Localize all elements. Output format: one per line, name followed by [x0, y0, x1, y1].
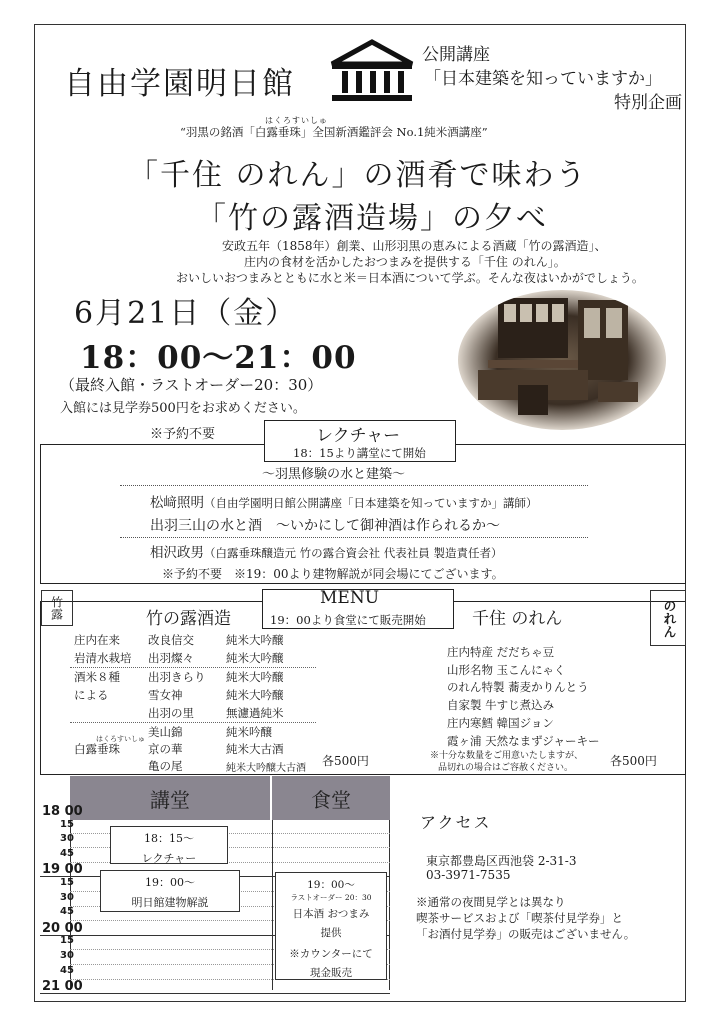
menu-heading: MENU: [320, 588, 380, 608]
speaker-2-role: （白露垂珠醸造元 竹の露合資会社 代表社員 製造責任者）: [204, 546, 503, 560]
brewery-stamp-text: 竹露: [49, 596, 64, 620]
sake-row-c: 純米大古酒: [226, 742, 284, 756]
food-item: 庄内寒鱈 韓国ジョン: [447, 716, 554, 730]
ruby-text: はくろすいしゅ: [96, 735, 145, 743]
food-price: 各500円: [610, 754, 657, 768]
intro-line: おいしいおつまみとともに水と米＝日本酒について学ぶ。そんな夜はいかがでしょう。: [176, 271, 644, 285]
timetable-gridline: [40, 993, 390, 994]
event-label: 現金販売: [310, 967, 352, 979]
food-note: ※十分な数量をご用意いたしますが、: [430, 751, 584, 761]
divider: [120, 537, 588, 538]
sake-row-b: 美山錦: [148, 725, 183, 739]
event-label: レクチャー: [141, 852, 197, 865]
timetable-quarter-tick: 45: [60, 964, 74, 976]
timetable-event-dining: [275, 872, 387, 980]
sake-row-a: による: [74, 688, 109, 702]
lecture-start-time: 18：15より講堂にて開始: [293, 446, 426, 460]
sake-row-c: 純米吟醸: [226, 725, 272, 739]
ruby-text: はくろすいしゅ: [265, 116, 328, 125]
timetable-quarter-tick: 45: [60, 847, 74, 859]
timetable-quarter-tick: 15: [60, 877, 74, 888]
sake-row-c: 純米大吟醸: [226, 633, 284, 647]
sake-row-c: 純米大吟醸: [226, 670, 284, 684]
timetable-header-hall-label: 講堂: [150, 787, 190, 812]
sake-row-b: 出羽の里: [148, 706, 194, 720]
food-item: 霞ヶ浦 天然なまずジャーキー: [447, 734, 600, 748]
shop-stamp: [650, 590, 686, 646]
timetable-hour-tick: 18 00: [42, 804, 83, 819]
admission-note: 入館には見学券500円をお求めください。: [60, 401, 306, 416]
speaker-1-role: （自由学園明日館公開講座「日本建築を知っていますか」講師）: [204, 496, 538, 510]
timetable-hour-tick: 19 00: [42, 862, 83, 878]
timetable-event-lecture: [110, 826, 228, 864]
lecture-topic-2: 出羽三山の水と酒 〜いかにして御神酒は作られるか〜: [150, 518, 500, 534]
event-time: 19：00〜: [145, 876, 195, 889]
speaker-2-name: 相沢政男: [150, 545, 204, 561]
series-label: 公開講座: [422, 45, 490, 65]
event-label: ※カウンターにて: [289, 948, 373, 960]
timetable-quarter-tick: 15: [60, 935, 74, 947]
intro-line: 安政五年（1858年）創業、山形羽黒の恵みによる酒蔵「竹の露酒造」、: [222, 239, 607, 253]
event-time: 18：00〜21：00: [80, 340, 357, 376]
sake-row-b: 出羽燦々: [148, 651, 194, 665]
interior-photo: [458, 290, 666, 430]
access-heading: アクセス: [420, 813, 492, 832]
sake-row-c: 純米大吟醸: [226, 651, 284, 665]
food-note: 品切れの場合はご容赦ください。: [438, 763, 574, 773]
event-date: 6月21日（金）: [74, 296, 298, 331]
phone-number: 03-3971-7535: [426, 868, 511, 882]
timetable-quarter-tick: 45: [60, 906, 74, 918]
access-notice: 「お酒付見学券」の販売はございません。: [416, 927, 636, 941]
access-notice: ※通常の夜間見学とは異なり: [416, 895, 566, 909]
speaker-1-name: 松﨑照明: [150, 495, 204, 511]
timetable-quarter-tick: 30: [60, 891, 74, 903]
shop-name: 千住 のれん: [472, 609, 563, 629]
brewery-stamp: [41, 590, 73, 626]
timetable-event-building-tour: [100, 870, 240, 912]
divider: [120, 485, 588, 486]
food-item: のれん特製 蕎麦かりんとう: [447, 680, 589, 694]
event-label: 日本酒 おつまみ: [292, 908, 370, 920]
award-line: “羽黒の銘酒「白露垂珠」全国新酒鑑評会 No.1純米酒講座”: [180, 125, 488, 139]
divider: [70, 722, 316, 723]
sake-row-c: 純米大吟醸大古酒: [226, 763, 306, 774]
food-item: 庄内特産 だだちゃ豆: [447, 645, 555, 659]
menu-sales-start: 19：00より食堂にて販売開始: [270, 613, 426, 627]
event-time: 19：00〜: [307, 879, 355, 891]
sake-price: 各500円: [322, 754, 369, 768]
lecture-note: ※予約不要 ※19：00より建物解説が同会場にてございます。: [162, 567, 504, 581]
sake-row-b: 亀の尾: [148, 759, 183, 773]
lecture-subtitle: 〜羽黒修験の水と建築〜: [262, 467, 406, 482]
sake-row-a: 白露垂珠: [74, 742, 120, 756]
interior-photo-art: [458, 290, 666, 430]
event-lastorder: ラストオーダー 20：30: [290, 893, 372, 902]
speaker-1: [150, 491, 538, 511]
last-order-note: （最終入館・ラストオーダー20：30）: [60, 376, 323, 394]
sake-row-c: 無濾過純米: [226, 706, 284, 720]
organization-name: 自由学園明日館: [64, 66, 295, 102]
shop-stamp-text: のれん: [660, 598, 676, 638]
timetable-quarter-tick: 15: [60, 818, 74, 830]
sake-row-b: 改良信交: [148, 633, 194, 647]
speaker-2: [150, 541, 502, 561]
event-label: 明日館建物解説: [131, 896, 209, 909]
sake-row-b: 出羽きらり: [148, 670, 206, 684]
main-title-line1: 「千住 のれん」の酒肴で味わう: [128, 158, 588, 193]
food-item: 山形名物 玉こんにゃく: [447, 663, 566, 677]
access-notice: 喫茶サービスおよび「喫茶付見学券」と: [416, 911, 623, 925]
sake-row-a: 岩清水栽培: [74, 651, 132, 665]
sake-row-a: 庄内在来: [74, 633, 120, 647]
divider: [70, 667, 316, 668]
lecture-heading: レクチャー: [316, 426, 401, 446]
food-item: 自家製 牛すじ煮込み: [447, 698, 555, 712]
sake-row-b: 雪女神: [148, 688, 183, 702]
no-reservation-note: ※予約不要: [150, 427, 216, 442]
timetable-header-hall: [70, 776, 270, 820]
timetable-quarter-tick: 30: [60, 950, 74, 961]
timetable-header-dining-label: 食堂: [311, 787, 351, 812]
main-title-line2: 「竹の露酒造場」の夕べ: [196, 201, 548, 236]
timetable-quarter-tick: 30: [60, 833, 74, 845]
timetable-hour-tick: 21 00: [42, 979, 83, 995]
series-title: 「日本建築を知っていますか」: [424, 69, 662, 89]
building-logo-icon: [326, 38, 418, 104]
brewery-name: 竹の露酒造: [146, 609, 231, 629]
timetable-hour-tick: 20 00: [42, 920, 83, 936]
sake-row-b: 京の華: [148, 742, 183, 756]
address: 東京都豊島区西池袋 2-31-3: [426, 854, 577, 868]
intro-line: 庄内の食材を活かしたおつまみを提供する「千住 のれん」。: [244, 255, 566, 269]
sake-row-c: 純米大吟醸: [226, 688, 284, 702]
special-project-label: 特別企画: [614, 93, 682, 113]
sake-row-a: 酒米８種: [74, 670, 120, 684]
event-label: 提供: [320, 927, 342, 939]
timetable-header-dining: [272, 776, 390, 820]
event-time: 18：15〜: [144, 832, 194, 845]
